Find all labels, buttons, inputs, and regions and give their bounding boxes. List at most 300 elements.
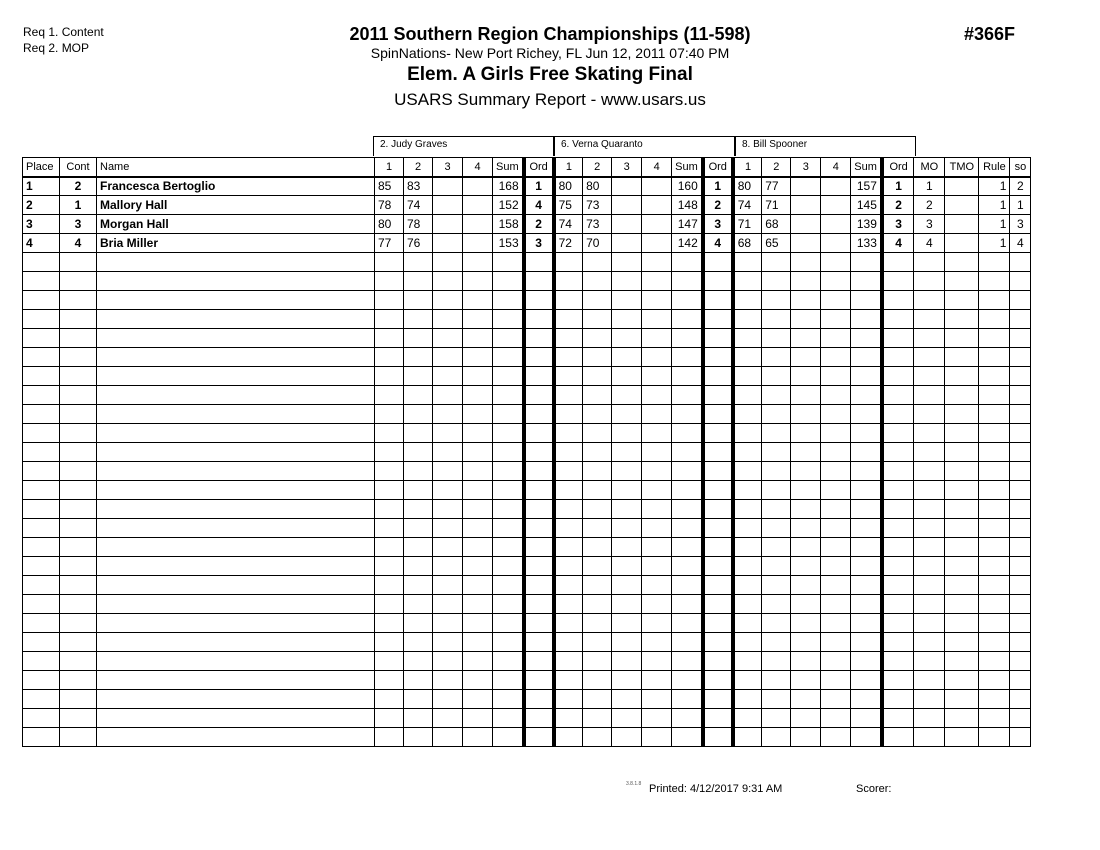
empty-cell (791, 291, 821, 310)
empty-cell (642, 595, 672, 614)
empty-cell (1010, 291, 1031, 310)
empty-cell (493, 424, 524, 443)
empty-cell (612, 614, 642, 633)
empty-cell (945, 443, 979, 462)
empty-cell (945, 538, 979, 557)
empty-cell (404, 500, 433, 519)
empty-cell (851, 519, 882, 538)
empty-cell (493, 253, 524, 272)
table-row (23, 177, 1031, 196)
judge2-ordinal: 3 (703, 215, 733, 234)
empty-cell (851, 500, 882, 519)
mo-cell: 4 (914, 234, 945, 253)
empty-cell (463, 481, 493, 500)
empty-cell (945, 272, 979, 291)
empty-cell (851, 576, 882, 595)
empty-cell (914, 595, 945, 614)
empty-cell (703, 329, 733, 348)
empty-row (23, 367, 1031, 386)
judge2-score-s3 (612, 234, 642, 253)
so-cell: 2 (1010, 177, 1031, 196)
empty-cell (524, 652, 554, 671)
empty-cell (672, 500, 703, 519)
judge-header-3: 8. Bill Spooner (735, 136, 916, 156)
empty-cell (493, 462, 524, 481)
empty-cell (821, 253, 851, 272)
empty-cell (882, 709, 914, 728)
empty-cell (733, 291, 762, 310)
empty-cell (23, 424, 60, 443)
empty-cell (821, 538, 851, 557)
empty-cell (1010, 519, 1031, 538)
empty-cell (583, 253, 612, 272)
empty-cell (375, 500, 404, 519)
empty-cell (97, 671, 375, 690)
empty-cell (733, 557, 762, 576)
empty-cell (554, 481, 583, 500)
empty-cell (1010, 272, 1031, 291)
empty-cell (672, 690, 703, 709)
empty-cell (60, 424, 97, 443)
empty-cell (60, 443, 97, 462)
empty-cell (404, 310, 433, 329)
empty-cell (672, 519, 703, 538)
empty-cell (703, 595, 733, 614)
requirement-2: Req 2. MOP (23, 41, 90, 55)
empty-cell (851, 310, 882, 329)
empty-cell (97, 329, 375, 348)
empty-cell (583, 424, 612, 443)
empty-cell (821, 291, 851, 310)
empty-cell (642, 500, 672, 519)
competition-title: 2011 Southern Region Championships (11-598) (349, 24, 751, 44)
empty-cell (97, 348, 375, 367)
empty-cell (945, 481, 979, 500)
empty-row (23, 519, 1031, 538)
empty-cell (979, 348, 1010, 367)
empty-cell (97, 272, 375, 291)
empty-cell (493, 595, 524, 614)
empty-cell (404, 690, 433, 709)
empty-cell (762, 272, 791, 291)
empty-cell (612, 652, 642, 671)
empty-cell (554, 538, 583, 557)
empty-cell (463, 348, 493, 367)
empty-cell (914, 690, 945, 709)
judge1-score-s3 (433, 215, 463, 234)
empty-cell (375, 462, 404, 481)
empty-cell (733, 652, 762, 671)
empty-cell (979, 424, 1010, 443)
empty-cell (583, 310, 612, 329)
empty-cell (375, 348, 404, 367)
empty-cell (642, 443, 672, 462)
empty-cell (762, 728, 791, 747)
empty-cell (703, 576, 733, 595)
empty-cell (979, 576, 1010, 595)
empty-cell (554, 253, 583, 272)
empty-cell (821, 443, 851, 462)
empty-cell (914, 253, 945, 272)
empty-cell (554, 329, 583, 348)
empty-cell (821, 557, 851, 576)
empty-cell (733, 367, 762, 386)
empty-row (23, 576, 1031, 595)
empty-cell (882, 576, 914, 595)
empty-cell (762, 291, 791, 310)
col-j1-s2: 2 (404, 158, 433, 177)
empty-cell (672, 310, 703, 329)
judge3-ordinal: 4 (882, 234, 914, 253)
empty-cell (882, 595, 914, 614)
empty-cell (882, 481, 914, 500)
empty-cell (554, 728, 583, 747)
col-j3-s4: 4 (821, 158, 851, 177)
empty-cell (882, 728, 914, 747)
empty-cell (733, 709, 762, 728)
empty-cell (583, 386, 612, 405)
empty-cell (851, 538, 882, 557)
empty-cell (821, 690, 851, 709)
judge2-score-s2: 80 (583, 177, 612, 196)
empty-cell (97, 253, 375, 272)
empty-cell (821, 671, 851, 690)
empty-cell (882, 500, 914, 519)
empty-cell (97, 614, 375, 633)
empty-row (23, 310, 1031, 329)
judge3-score-s2: 71 (762, 196, 791, 215)
empty-cell (583, 500, 612, 519)
empty-cell (1010, 633, 1031, 652)
place-cell: 1 (23, 177, 60, 196)
empty-cell (404, 652, 433, 671)
judge3-score-s1: 80 (733, 177, 762, 196)
empty-cell (23, 576, 60, 595)
empty-cell (1010, 595, 1031, 614)
empty-cell (97, 291, 375, 310)
empty-cell (851, 348, 882, 367)
empty-cell (612, 462, 642, 481)
so-cell: 3 (1010, 215, 1031, 234)
requirement-1: Req 1. Content (23, 25, 104, 39)
empty-cell (672, 405, 703, 424)
empty-cell (672, 462, 703, 481)
empty-row (23, 652, 1031, 671)
empty-row (23, 291, 1031, 310)
empty-cell (524, 329, 554, 348)
empty-cell (733, 614, 762, 633)
cont-cell: 2 (60, 177, 97, 196)
judge1-score-s2: 83 (404, 177, 433, 196)
judge2-sum: 147 (672, 215, 703, 234)
empty-cell (703, 253, 733, 272)
judge2-score-s3 (612, 215, 642, 234)
empty-cell (493, 500, 524, 519)
judge1-score-s1: 80 (375, 215, 404, 234)
judge2-score-s1: 80 (554, 177, 583, 196)
empty-cell (554, 367, 583, 386)
judge1-score-s3 (433, 196, 463, 215)
judge3-score-s3 (791, 196, 821, 215)
empty-cell (914, 671, 945, 690)
empty-cell (882, 462, 914, 481)
empty-cell (375, 709, 404, 728)
empty-cell (1010, 329, 1031, 348)
empty-cell (375, 557, 404, 576)
empty-cell (672, 633, 703, 652)
empty-cell (612, 253, 642, 272)
empty-cell (733, 348, 762, 367)
empty-cell (762, 576, 791, 595)
empty-cell (583, 272, 612, 291)
empty-cell (23, 462, 60, 481)
empty-cell (1010, 690, 1031, 709)
empty-cell (404, 348, 433, 367)
empty-cell (433, 424, 463, 443)
empty-cell (1010, 576, 1031, 595)
empty-cell (642, 538, 672, 557)
judge3-score-s4 (821, 215, 851, 234)
empty-cell (882, 424, 914, 443)
empty-cell (404, 405, 433, 424)
empty-cell (672, 671, 703, 690)
skater-name: Francesca Bertoglio (97, 177, 375, 196)
empty-cell (791, 310, 821, 329)
empty-cell (882, 614, 914, 633)
empty-cell (375, 633, 404, 652)
col-place: Place (23, 158, 60, 177)
empty-cell (554, 348, 583, 367)
empty-cell (583, 652, 612, 671)
empty-cell (23, 500, 60, 519)
empty-cell (463, 329, 493, 348)
empty-cell (672, 652, 703, 671)
empty-cell (463, 671, 493, 690)
empty-cell (733, 462, 762, 481)
empty-cell (821, 652, 851, 671)
empty-cell (463, 690, 493, 709)
col-j3-s3: 3 (791, 158, 821, 177)
col-j2-s4: 4 (642, 158, 672, 177)
judge3-score-s3 (791, 215, 821, 234)
empty-cell (463, 538, 493, 557)
empty-cell (524, 310, 554, 329)
empty-cell (493, 557, 524, 576)
empty-cell (433, 272, 463, 291)
empty-cell (433, 405, 463, 424)
empty-cell (642, 348, 672, 367)
empty-cell (1010, 557, 1031, 576)
empty-cell (979, 519, 1010, 538)
empty-cell (945, 500, 979, 519)
empty-cell (463, 462, 493, 481)
empty-cell (979, 538, 1010, 557)
empty-cell (554, 272, 583, 291)
empty-cell (375, 671, 404, 690)
empty-cell (493, 310, 524, 329)
empty-cell (433, 348, 463, 367)
empty-cell (60, 405, 97, 424)
empty-cell (60, 709, 97, 728)
empty-cell (979, 367, 1010, 386)
empty-cell (882, 367, 914, 386)
judge3-ordinal: 3 (882, 215, 914, 234)
empty-cell (642, 519, 672, 538)
empty-cell (851, 253, 882, 272)
empty-cell (23, 291, 60, 310)
empty-row (23, 405, 1031, 424)
judge1-score-s3 (433, 177, 463, 196)
empty-cell (375, 690, 404, 709)
judge3-score-s1: 74 (733, 196, 762, 215)
judge1-sum: 153 (493, 234, 524, 253)
empty-cell (703, 690, 733, 709)
empty-cell (554, 443, 583, 462)
empty-cell (60, 671, 97, 690)
empty-cell (375, 291, 404, 310)
empty-cell (375, 443, 404, 462)
empty-cell (23, 557, 60, 576)
empty-cell (642, 291, 672, 310)
empty-cell (945, 576, 979, 595)
empty-cell (493, 272, 524, 291)
empty-cell (433, 652, 463, 671)
empty-cell (672, 576, 703, 595)
empty-cell (612, 557, 642, 576)
empty-cell (703, 405, 733, 424)
empty-cell (463, 272, 493, 291)
empty-cell (1010, 538, 1031, 557)
empty-cell (60, 367, 97, 386)
empty-cell (433, 576, 463, 595)
empty-cell (463, 614, 493, 633)
empty-cell (97, 595, 375, 614)
judge3-score-s2: 68 (762, 215, 791, 234)
empty-cell (762, 595, 791, 614)
empty-cell (23, 690, 60, 709)
empty-cell (851, 614, 882, 633)
judge2-sum: 148 (672, 196, 703, 215)
empty-cell (642, 405, 672, 424)
col-j1-ord: Ord (524, 158, 554, 177)
judge1-score-s1: 78 (375, 196, 404, 215)
report-title: USARS Summary Report - www.usars.us (394, 90, 706, 109)
empty-cell (1010, 614, 1031, 633)
empty-cell (914, 557, 945, 576)
empty-cell (612, 595, 642, 614)
empty-cell (791, 500, 821, 519)
empty-cell (882, 690, 914, 709)
empty-cell (554, 633, 583, 652)
empty-cell (733, 310, 762, 329)
empty-cell (612, 405, 642, 424)
judge2-ordinal: 2 (703, 196, 733, 215)
empty-cell (583, 405, 612, 424)
empty-cell (791, 557, 821, 576)
col-j3-sum: Sum (851, 158, 882, 177)
empty-cell (524, 462, 554, 481)
empty-cell (23, 728, 60, 747)
empty-cell (60, 519, 97, 538)
empty-cell (583, 348, 612, 367)
judge-header-1: 2. Judy Graves (373, 136, 554, 156)
empty-cell (554, 557, 583, 576)
empty-row (23, 424, 1031, 443)
empty-cell (463, 443, 493, 462)
empty-cell (821, 386, 851, 405)
empty-cell (375, 519, 404, 538)
place-cell: 3 (23, 215, 60, 234)
empty-cell (23, 595, 60, 614)
empty-cell (612, 291, 642, 310)
empty-cell (554, 709, 583, 728)
empty-cell (821, 614, 851, 633)
empty-cell (945, 690, 979, 709)
empty-cell (433, 367, 463, 386)
empty-cell (733, 633, 762, 652)
empty-cell (821, 367, 851, 386)
empty-cell (945, 462, 979, 481)
empty-cell (493, 291, 524, 310)
empty-cell (554, 519, 583, 538)
table-row (23, 234, 1031, 253)
empty-cell (882, 671, 914, 690)
scorer-label: Scorer: (856, 783, 892, 795)
empty-cell (554, 595, 583, 614)
empty-cell (851, 272, 882, 291)
empty-cell (583, 690, 612, 709)
software-version: 3.8.1.8 (626, 781, 642, 787)
empty-cell (463, 310, 493, 329)
empty-cell (433, 386, 463, 405)
empty-cell (612, 386, 642, 405)
empty-cell (23, 367, 60, 386)
empty-cell (882, 405, 914, 424)
empty-cell (703, 728, 733, 747)
judge3-sum: 157 (851, 177, 882, 196)
empty-cell (945, 291, 979, 310)
empty-cell (882, 272, 914, 291)
empty-cell (583, 329, 612, 348)
empty-cell (882, 291, 914, 310)
empty-cell (672, 367, 703, 386)
empty-cell (762, 348, 791, 367)
judge-header-2: 6. Verna Quaranto (554, 136, 735, 156)
empty-cell (851, 728, 882, 747)
empty-cell (97, 500, 375, 519)
empty-cell (979, 481, 1010, 500)
empty-cell (612, 310, 642, 329)
empty-cell (433, 557, 463, 576)
empty-cell (945, 633, 979, 652)
empty-cell (791, 709, 821, 728)
empty-cell (642, 709, 672, 728)
empty-cell (1010, 652, 1031, 671)
empty-cell (914, 576, 945, 595)
empty-cell (642, 253, 672, 272)
empty-cell (979, 557, 1010, 576)
col-j3-s1: 1 (733, 158, 762, 177)
empty-cell (703, 709, 733, 728)
empty-cell (554, 386, 583, 405)
empty-cell (97, 424, 375, 443)
place-cell: 4 (23, 234, 60, 253)
empty-cell (463, 709, 493, 728)
mo-cell: 1 (914, 177, 945, 196)
empty-cell (914, 272, 945, 291)
judge2-score-s1: 72 (554, 234, 583, 253)
empty-cell (1010, 253, 1031, 272)
